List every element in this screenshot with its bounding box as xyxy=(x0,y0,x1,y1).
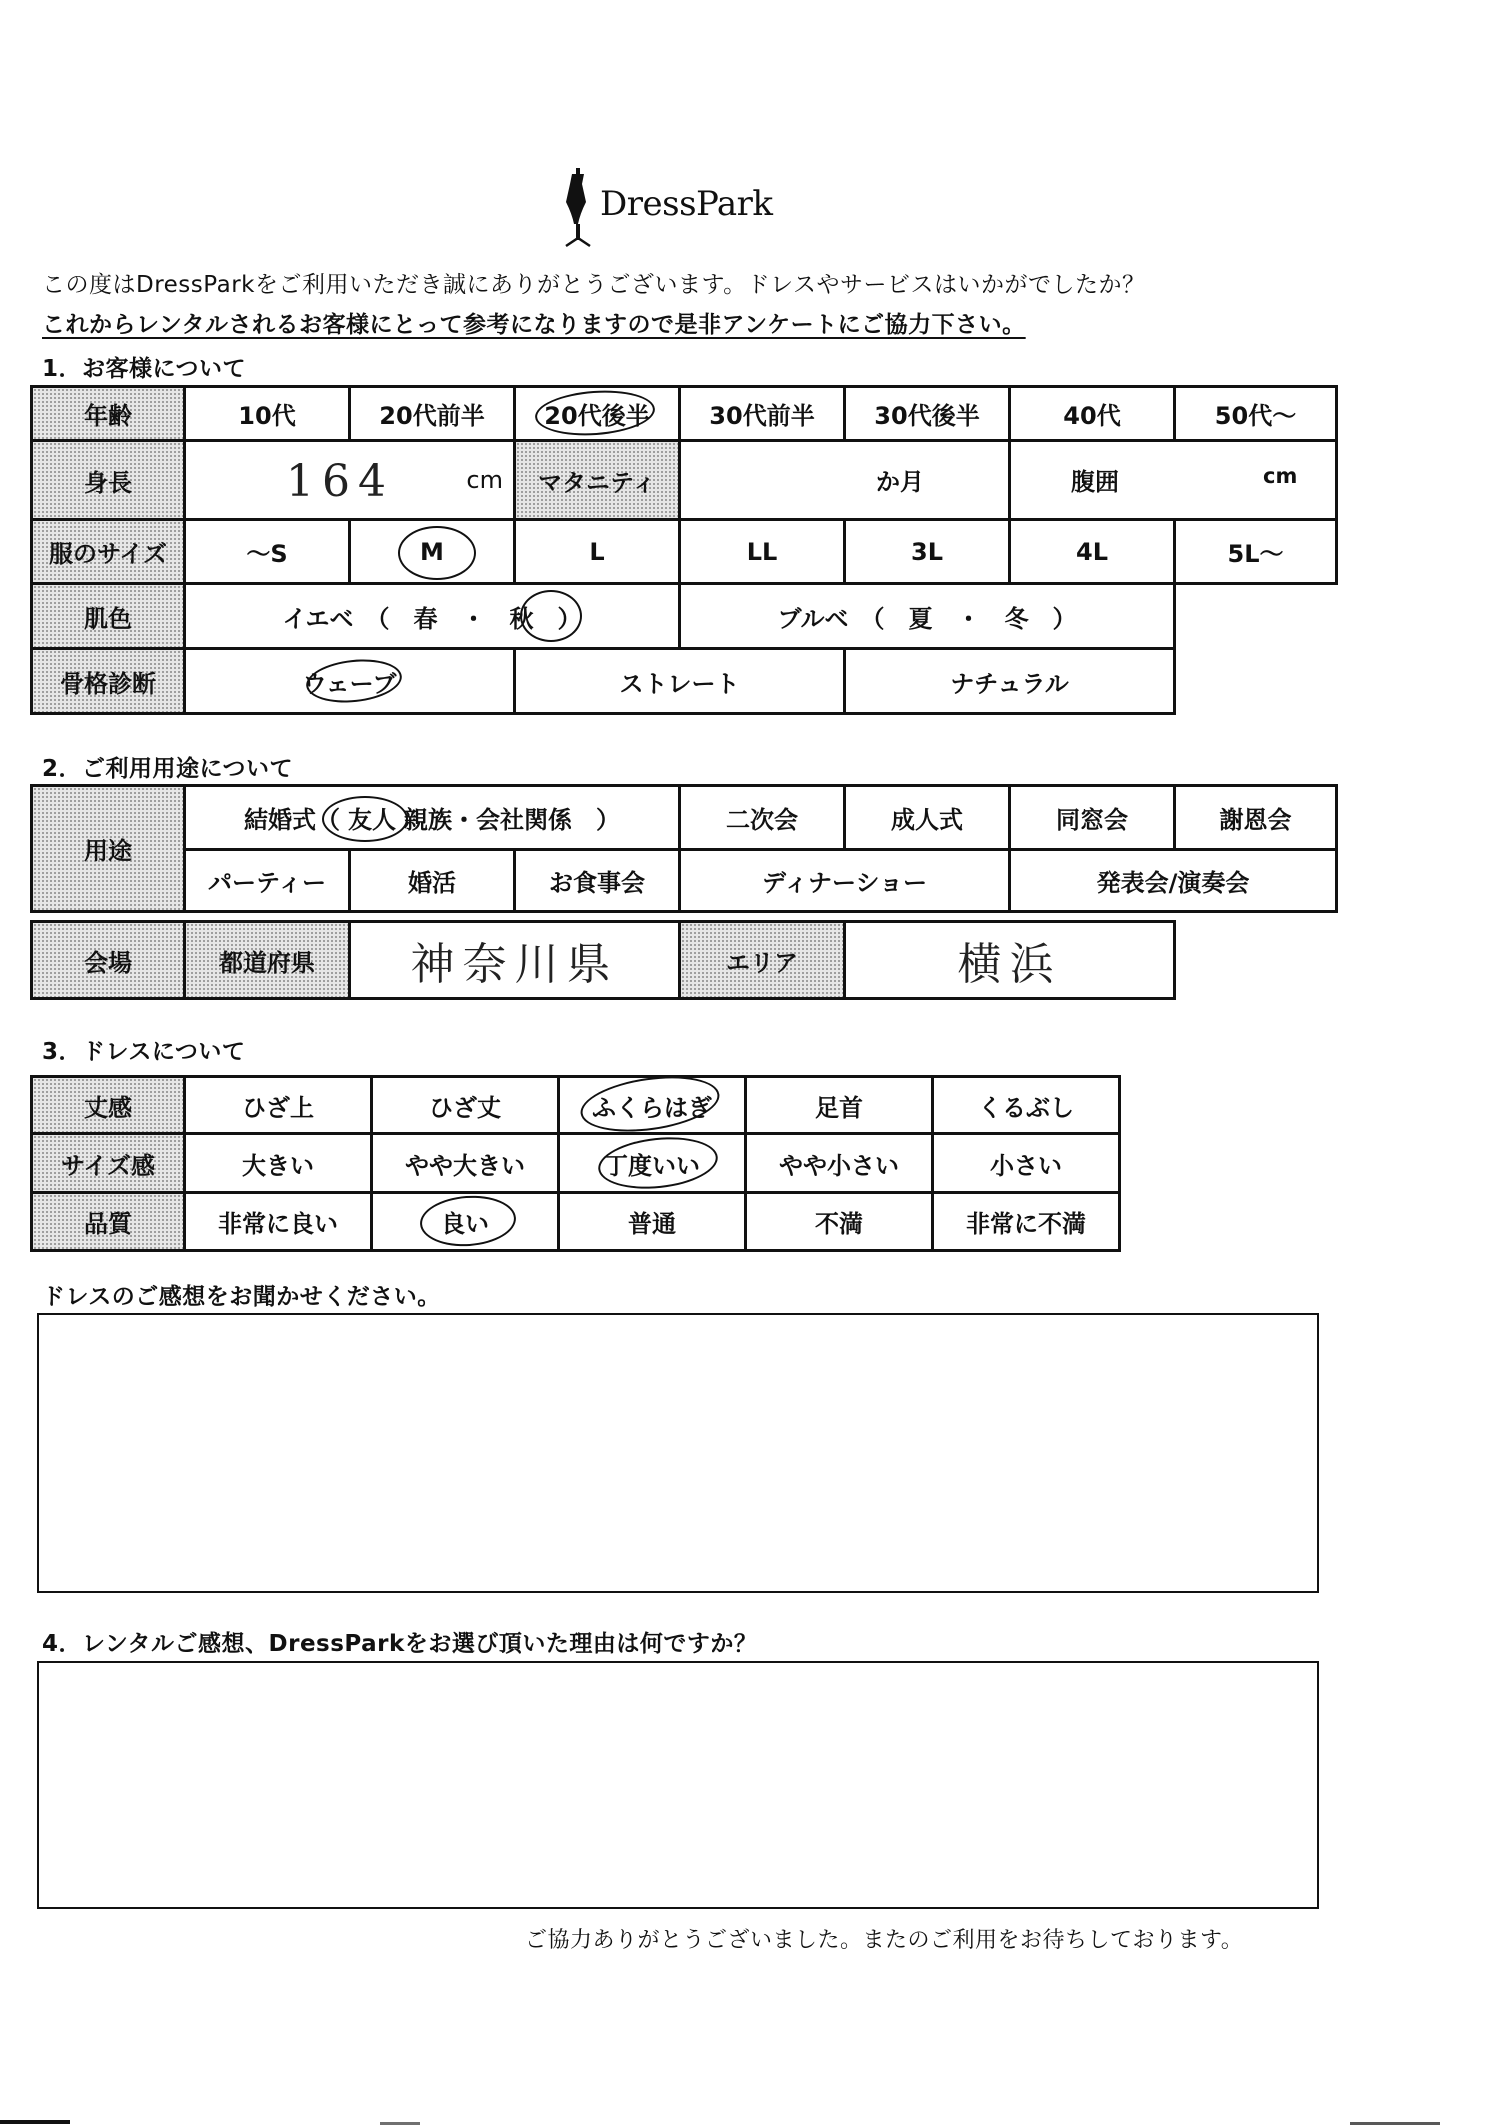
area-label: エリア xyxy=(678,920,846,1000)
brand-name: DressPark xyxy=(600,184,773,224)
height-field[interactable] xyxy=(183,439,516,521)
skin-yellow-option[interactable]: イエベ （ 春 ・ 秋 ） xyxy=(183,582,681,650)
size-option[interactable]: 5L～ xyxy=(1173,518,1338,585)
area-field[interactable] xyxy=(843,920,1176,1000)
purpose-option[interactable]: お食事会 xyxy=(513,848,681,913)
intro-request: これからレンタルされるお客様にとって参考になりますので是非アンケートにご協力下さい。 xyxy=(42,312,1026,338)
quality-option[interactable]: 非常に良い xyxy=(183,1191,373,1252)
length-option[interactable]: ひざ丈 xyxy=(370,1075,560,1135)
fit-option[interactable]: 小さい xyxy=(931,1132,1121,1194)
quality-label: 品質 xyxy=(30,1191,186,1252)
footer-thanks: ご協力ありがとうございました。またのご利用をお待ちしております。 xyxy=(525,1928,1244,1953)
section1-title: 1．お客様について xyxy=(42,356,247,382)
height-unit: cm xyxy=(466,466,503,494)
height-value: 164 xyxy=(286,456,394,507)
skin-selected-mark xyxy=(520,590,582,642)
wedding-text: 結婚式（ xyxy=(244,806,340,834)
purpose-option[interactable]: 謝恩会 xyxy=(1173,784,1338,851)
wedding-option[interactable] xyxy=(183,784,681,851)
size-option[interactable]: L xyxy=(513,518,681,585)
length-option[interactable]: 足首 xyxy=(744,1075,934,1135)
age-option[interactable]: 30代後半 xyxy=(843,385,1011,442)
age-option[interactable]: 30代前半 xyxy=(678,385,846,442)
quality-option[interactable]: 普通 xyxy=(557,1191,747,1252)
prefecture-value: 神奈川県 xyxy=(410,939,619,990)
prefecture-label: 都道府県 xyxy=(183,920,351,1000)
dress-comment-box[interactable] xyxy=(37,1313,1319,1593)
skeleton-option[interactable]: ウェーブ xyxy=(183,647,516,715)
fit-option[interactable]: 大きい xyxy=(183,1132,373,1194)
wedding-friend-option[interactable]: 友人 xyxy=(348,806,396,834)
length-option[interactable]: ふくらはぎ xyxy=(557,1075,747,1135)
waist-field[interactable] xyxy=(1008,439,1338,521)
area-value: 横浜 xyxy=(957,939,1062,990)
length-option[interactable]: くるぶし xyxy=(931,1075,1121,1135)
age-option[interactable]: 10代 xyxy=(183,385,351,442)
fit-option[interactable]: やや大きい xyxy=(370,1132,560,1194)
fit-label: サイズ感 xyxy=(30,1132,186,1194)
prefecture-field[interactable] xyxy=(348,920,681,1000)
scan-artifact xyxy=(380,2122,420,2125)
quality-option[interactable]: 不満 xyxy=(744,1191,934,1252)
size-label: 服のサイズ xyxy=(30,518,186,585)
purpose-option[interactable]: 成人式 xyxy=(843,784,1011,851)
skeleton-option[interactable]: ストレート xyxy=(513,647,846,715)
purpose-option[interactable]: パーティー xyxy=(183,848,351,913)
purpose-option[interactable]: ディナーショー xyxy=(678,848,1011,913)
age-option[interactable]: 40代 xyxy=(1008,385,1176,442)
scan-artifact xyxy=(0,2120,70,2124)
section2-title: 2．ご利用用途について xyxy=(42,756,294,782)
skin-label: 肌色 xyxy=(30,582,186,650)
venue-label: 会場 xyxy=(30,920,186,1000)
purpose-option[interactable]: 婚活 xyxy=(348,848,516,913)
intro-text: この度はDressParkをご利用いただき誠にありがとうございます。ドレスやサービスはいかがでしたか？ xyxy=(42,272,1146,298)
maternity-label: マタニティ xyxy=(513,439,681,521)
section4-title: 4．レンタルご感想、DressParkをお選び頂いた理由は何ですか？ xyxy=(42,1631,758,1657)
wedding-family-company-option[interactable]: 親族・会社関係 ） xyxy=(404,806,620,834)
logo xyxy=(560,168,800,248)
age-option[interactable]: 20代後半 xyxy=(513,385,681,442)
skeleton-label: 骨格診断 xyxy=(30,647,186,715)
skeleton-option[interactable]: ナチュラル xyxy=(843,647,1176,715)
fit-option[interactable]: 丁度いい xyxy=(557,1132,747,1194)
purpose-selected-mark xyxy=(322,796,408,842)
purpose-label: 用途 xyxy=(30,784,186,913)
fit-option[interactable]: やや小さい xyxy=(744,1132,934,1194)
maternity-months-unit: か月 xyxy=(876,468,924,496)
scan-artifact xyxy=(1350,2122,1440,2125)
dress-form-icon xyxy=(560,168,596,248)
dress-comment-prompt: ドレスのご感想をお聞かせください。 xyxy=(42,1284,441,1310)
purpose-option[interactable]: 発表会/演奏会 xyxy=(1008,848,1338,913)
age-option[interactable]: 20代前半 xyxy=(348,385,516,442)
purpose-option[interactable]: 同窓会 xyxy=(1008,784,1176,851)
size-option[interactable]: ～S xyxy=(183,518,351,585)
quality-option[interactable]: 非常に不満 xyxy=(931,1191,1121,1252)
quality-option[interactable]: 良い xyxy=(370,1191,560,1252)
maternity-months-field[interactable] xyxy=(678,439,1011,521)
size-option[interactable]: M xyxy=(348,518,516,585)
waist-unit: cm xyxy=(1263,464,1298,488)
size-selected-mark xyxy=(398,526,476,580)
rental-comment-box[interactable] xyxy=(37,1661,1319,1909)
purpose-option[interactable]: 二次会 xyxy=(678,784,846,851)
length-label: 丈感 xyxy=(30,1075,186,1135)
size-option[interactable]: 3L xyxy=(843,518,1011,585)
height-label: 身長 xyxy=(30,439,186,521)
skin-blue-option[interactable]: ブルベ （ 夏 ・ 冬 ） xyxy=(678,582,1176,650)
size-option[interactable]: LL xyxy=(678,518,846,585)
length-option[interactable]: ひざ上 xyxy=(183,1075,373,1135)
size-option[interactable]: 4L xyxy=(1008,518,1176,585)
age-label: 年齢 xyxy=(30,385,186,442)
age-option[interactable]: 50代～ xyxy=(1173,385,1338,442)
section3-title: 3．ドレスについて xyxy=(42,1039,246,1065)
waist-label: 腹囲 xyxy=(1071,468,1119,496)
